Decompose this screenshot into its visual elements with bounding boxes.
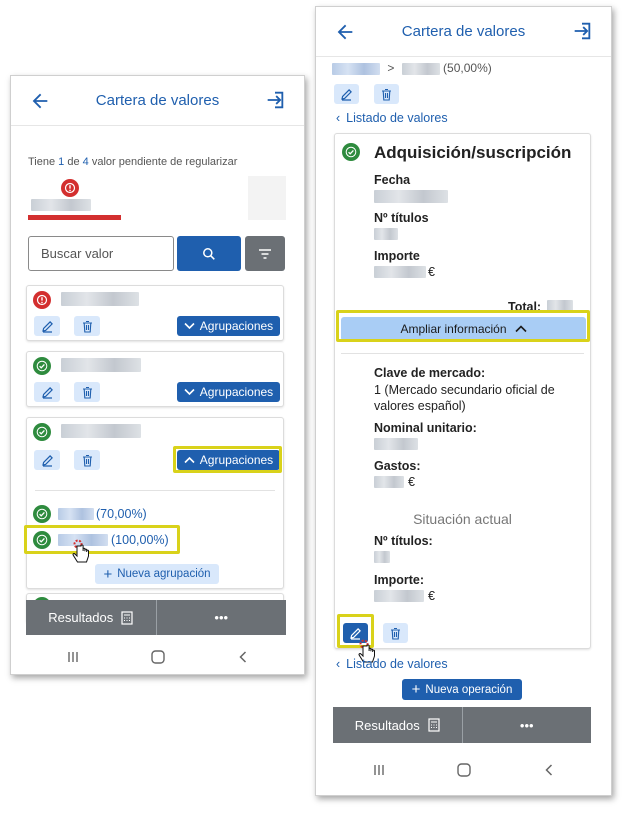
- trash-icon: [390, 627, 401, 640]
- edit-button[interactable]: [34, 316, 60, 336]
- value-name: [61, 424, 141, 438]
- new-operation-button[interactable]: + Nueva operación: [402, 679, 522, 700]
- date-label: Fecha: [374, 173, 411, 187]
- date-value: [374, 190, 448, 203]
- warning-icon: [61, 179, 79, 197]
- current-titles-label: Nº títulos:: [374, 534, 433, 548]
- current-status-title: Situación actual: [413, 511, 512, 527]
- titles-label: Nº títulos: [374, 211, 429, 225]
- app-title: Cartera de valores: [95, 92, 220, 109]
- value-name: [61, 292, 139, 306]
- tab-results[interactable]: Resultados: [333, 707, 463, 743]
- back-to-list-link[interactable]: ‹ Listado de valores: [336, 111, 448, 125]
- pending-notice: Tiene 1 de 4 valor pendiente de regularizar: [28, 156, 238, 168]
- amount-value: [374, 266, 426, 278]
- trash-icon: [82, 386, 93, 399]
- warning-icon: [33, 291, 51, 309]
- tab-more[interactable]: [157, 600, 287, 635]
- back-icon[interactable]: [236, 650, 250, 664]
- bottom-tab-bar: [26, 600, 286, 635]
- pending-current: 1: [58, 156, 65, 168]
- chevron-left-icon: ‹: [336, 657, 341, 671]
- total-label: Total:: [508, 300, 542, 314]
- groups-button-active[interactable]: Agrupaciones: [177, 450, 280, 470]
- unit-nominal-label: Nominal unitario:: [374, 421, 477, 435]
- system-nav-bar: [316, 759, 611, 781]
- pending-value-name: [31, 199, 91, 211]
- more-icon: •••: [519, 717, 534, 733]
- search-icon: [202, 247, 216, 261]
- pending-underline: [28, 215, 121, 220]
- new-group-button[interactable]: + Nueva agrupación: [95, 564, 219, 584]
- subgroup-name: [58, 508, 94, 520]
- delete-button[interactable]: [374, 84, 399, 104]
- current-amount-label: Importe:: [374, 573, 424, 587]
- logout-icon[interactable]: [264, 89, 286, 111]
- filter-button[interactable]: [245, 236, 285, 271]
- app-bar: [11, 76, 304, 126]
- plus-icon: +: [411, 681, 421, 698]
- check-circle-icon: [33, 423, 51, 441]
- plus-icon: +: [103, 565, 113, 583]
- more-icon: •••: [214, 610, 229, 625]
- amount-label: Importe: [374, 249, 420, 263]
- tab-more[interactable]: [463, 707, 592, 743]
- calculator-icon: [121, 611, 133, 625]
- hand-pointer-icon: [71, 539, 93, 565]
- currency-symbol: €: [408, 475, 415, 489]
- edit-icon: [340, 88, 353, 101]
- filter-icon: [258, 248, 272, 260]
- edit-icon: [41, 320, 54, 333]
- pending-total: 4: [82, 156, 89, 168]
- edit-button[interactable]: [334, 84, 359, 104]
- phone-screen-list: [10, 75, 305, 675]
- check-circle-icon: [342, 143, 360, 161]
- tab-results[interactable]: Resultados: [26, 600, 157, 635]
- chevron-down-icon: [184, 388, 195, 396]
- calculator-icon: [428, 718, 440, 732]
- expand-info-button[interactable]: Ampliar información: [341, 317, 586, 341]
- value-name: [61, 358, 141, 372]
- value-card-expanded: [26, 417, 284, 589]
- current-amount-value: [374, 590, 424, 602]
- check-circle-icon: [33, 505, 51, 523]
- search-button[interactable]: [177, 236, 241, 271]
- check-circle-icon: [33, 357, 51, 375]
- back-icon[interactable]: [542, 763, 556, 777]
- current-titles-value: [374, 551, 390, 563]
- trash-icon: [82, 320, 93, 333]
- back-to-list-link-bottom[interactable]: ‹ Listado de valores: [336, 657, 448, 671]
- home-icon[interactable]: [456, 762, 472, 778]
- value-card: [26, 351, 284, 407]
- edit-button[interactable]: [34, 450, 60, 470]
- recents-icon[interactable]: [372, 763, 386, 777]
- delete-button[interactable]: [74, 450, 100, 470]
- logout-icon[interactable]: [571, 20, 593, 42]
- pending-extra: [248, 176, 286, 220]
- subgroup-link[interactable]: (70,00%): [96, 507, 147, 521]
- divider: [341, 353, 584, 354]
- market-key-value: 1 (Mercado secundario oficial de valores español): [374, 383, 555, 413]
- highlight-frame: [336, 310, 590, 342]
- trash-icon: [82, 454, 93, 467]
- recents-icon[interactable]: [66, 650, 80, 664]
- subgroup-link[interactable]: (100,00%): [111, 533, 169, 547]
- currency-symbol: €: [428, 589, 435, 603]
- app-title: Cartera de valores: [401, 23, 526, 40]
- system-nav-bar: [11, 646, 304, 668]
- delete-button[interactable]: [74, 316, 100, 336]
- highlight-frame: [173, 446, 282, 473]
- highlight-frame: [24, 525, 180, 554]
- groups-button[interactable]: Agrupaciones: [177, 316, 280, 336]
- phone-screen-detail: [315, 6, 612, 796]
- expenses-value: [374, 476, 404, 488]
- titles-value: [374, 228, 398, 240]
- breadcrumb: > (50,00%): [332, 61, 492, 75]
- search-input[interactable]: Buscar valor: [28, 236, 174, 271]
- edit-icon: [41, 386, 54, 399]
- unit-nominal-value: [374, 438, 418, 450]
- divider: [35, 490, 275, 491]
- delete-button[interactable]: [74, 382, 100, 402]
- market-key-label: Clave de mercado:: [374, 366, 486, 380]
- chevron-down-icon: [184, 322, 195, 330]
- edit-button[interactable]: [34, 382, 60, 402]
- edit-icon: [41, 454, 54, 467]
- delete-operation-button[interactable]: [383, 623, 408, 643]
- expenses-label: Gastos:: [374, 459, 421, 473]
- app-bar: [316, 7, 611, 57]
- chevron-left-icon: ‹: [336, 111, 341, 125]
- groups-button[interactable]: Agrupaciones: [177, 382, 280, 402]
- currency-symbol: €: [428, 265, 435, 279]
- operation-title: Adquisición/suscripción: [374, 143, 572, 162]
- value-card: [26, 285, 284, 341]
- trash-icon: [381, 88, 392, 101]
- home-icon[interactable]: [150, 649, 166, 665]
- operation-card: [334, 133, 591, 649]
- bottom-tab-bar: [333, 707, 591, 743]
